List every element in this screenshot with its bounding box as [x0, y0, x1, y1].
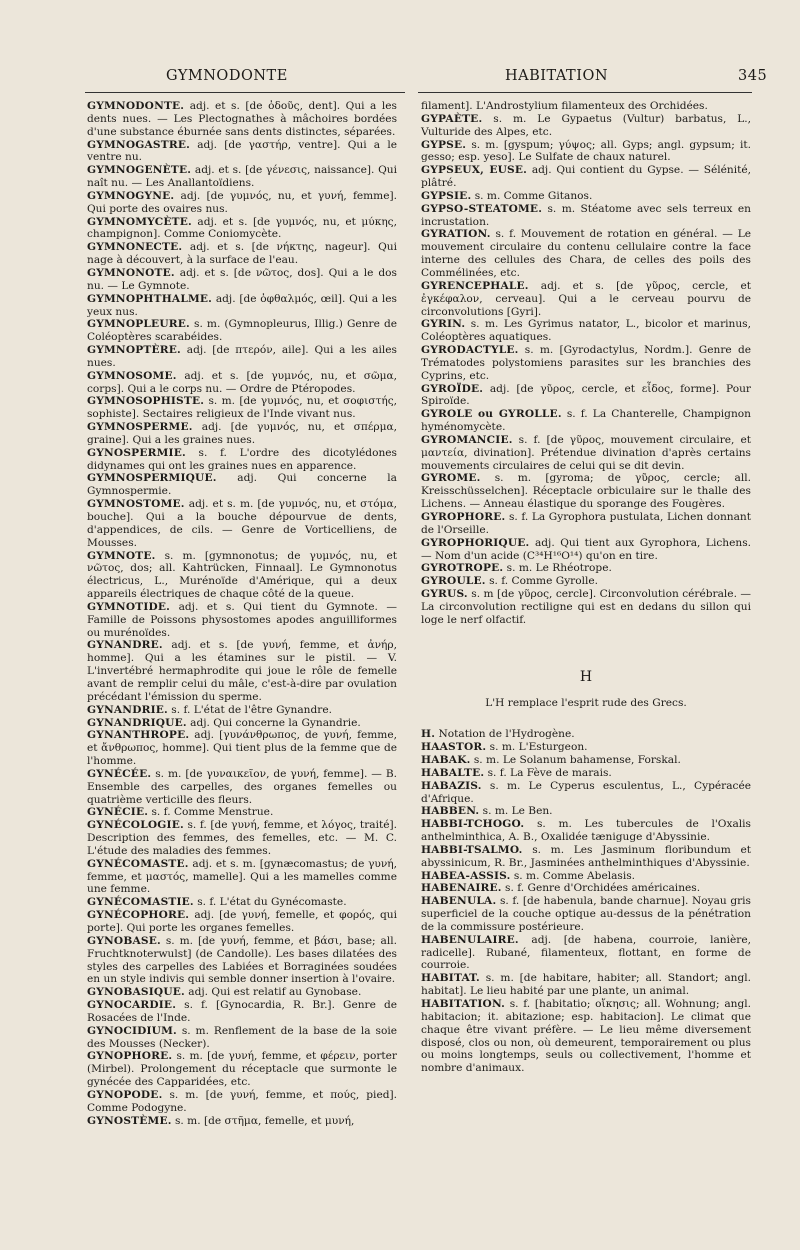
definition: s. m. Le Rhéotrope. [503, 562, 612, 575]
definition: adj. et s. [de νήκτης, nageur]. Qui nage à découvert, à la surface de l'eau. [87, 241, 397, 267]
dictionary-entry [421, 562, 751, 575]
dictionary-entry [87, 190, 397, 216]
definition: adj. [de ὀφθαλμός, œil]. Qui a les yeux nus. [87, 292, 397, 318]
definition: adj. [de γαστήρ, ventre]. Qui a le ventre nu. [87, 138, 397, 164]
headword: GYNOSPERMIE. [87, 446, 186, 459]
definition: s. m. [de γυναικεῖον, de γυνή, femme]. — B. Ensemble des carpelles, des organes femelles ou quatrième verticille des fleurs. [87, 767, 397, 806]
dictionary-entry [87, 986, 397, 999]
headword: GYROPHORE. [421, 511, 506, 523]
definition: adj. et s. [de γένεσις, naissance]. Qui naît nu. — Les Anallantoïdiens. [87, 164, 397, 190]
definition: adj. et s. [de γυνή, femme, et ἀνήρ, homme]. Qui a les étamines sur le pistil. — V. L'invertébré hermaphrodite qui joue le rôle de femelle avant de remplir celui du mâle, c'est-à-dire par ovulation précédant l'émission du sperme. [87, 639, 397, 703]
dictionary-entry [87, 1025, 397, 1051]
dictionary-entry [87, 216, 397, 242]
definition: s. m. Renflement de la base de la soie des Mousses (Necker). [87, 1024, 397, 1050]
dictionary-entry [87, 1115, 397, 1128]
headword: GYMNODONTE. [87, 100, 185, 112]
definition: s. m. Comme Gitanos. [471, 189, 593, 202]
definition: s. m. [de γυμνός, nu, et σοφιστής, sophiste]. Sectaires religieux de l'Inde vivant nus. [87, 395, 397, 421]
headword: GYROLE ou GYROLLE. [421, 408, 562, 421]
section-note: L'H remplace l'esprit rude des Grecs. [485, 697, 687, 710]
definition: adj. Qui concerne la Gymnospermie. [87, 472, 397, 498]
headword: GYPSEUX, EUSE. [421, 164, 528, 177]
definition: s. m. (Gymnopleurus, Illig.) Genre de Coléoptères scarabéides. [87, 318, 397, 344]
definition: s. f. [de γῦρος, mouvement circulaire, et μαντεία, divination]. Prétendue divination d'après certains mouvements circulaires de celui qui se dit devin. [421, 433, 751, 472]
dictionary-entry [421, 844, 751, 870]
headword: HABBI-TSALMO. [421, 843, 523, 856]
dictionary-entry [421, 139, 751, 165]
dictionary-entry [421, 434, 751, 473]
definition: s. m. [de στῆμα, femelle, et μυνή, [171, 1114, 355, 1127]
definition: adj. et s. [de γυμνός, nu, et σῶμα, corps]. Qui a le corps nu. — Ordre de Ptéropodes. [87, 369, 397, 395]
headword: GYMNOMYCÈTE. [87, 215, 192, 228]
left-column [87, 100, 397, 1128]
definition: adj. Qui concerne la Gynandrie. [186, 716, 361, 729]
headword: GYMNONOTE. [87, 266, 175, 279]
definition: s. f. La Fève de marais. [484, 766, 612, 779]
dictionary-entry [421, 318, 751, 344]
headword: H. [421, 728, 436, 741]
dictionary-entry [421, 575, 751, 588]
headword: GYMNOPHTHALME. [87, 292, 213, 305]
dictionary-entry [421, 882, 751, 895]
dictionary-entry [421, 972, 751, 998]
headword: GYNÉCOMASTE. [87, 857, 189, 870]
dictionary-entry [421, 767, 751, 780]
headword: GYNÉCOLOGIE. [87, 819, 184, 832]
headword: GYMNOGYNE. [87, 189, 175, 202]
headword: HABAZIS. [421, 779, 482, 792]
definition: s. m. [gyspum; γύψος; all. Gyps; angl. gypsum; it. gesso; esp. yeso]. Le Sulfate de chaux naturel. [421, 138, 751, 164]
definition: adj. et s. [de γυμνός, nu, et μύκης, champignon]. Comme Coniomycète. [87, 215, 397, 241]
dictionary-entry [421, 190, 751, 203]
definition: adj. et s. [de νῶτος, dos]. Qui a le dos nu. — Le Gymnote. [87, 266, 397, 292]
definition: s. m. Les Gyrimus natator, L., bicolor et marinus, Coléoptères aquatiques. [421, 318, 751, 344]
definition: s. f. [habitatio; οἴκησις; all. Wohnung; angl. habitacion; it. abitazione; esp. habitacion]. Le climat que chaque être vivant préfère. — Le lieu même diversement disposé, clos ou non, où demeurent, temporairement ou plus ou moins longtemps, seuls ou collectivement, l'homme et nombre d'animaux. [421, 998, 751, 1075]
headword: GYMNOTE. [87, 549, 156, 562]
definition: s. m [de γῦρος, cercle]. Circonvolution cérébrale. — La circonvolution rectiligne qui est en dedans du sillon qui loge le nerf olfactif. [421, 588, 751, 626]
definition: s. f. [de γυνή, femme, et λόγος, traité]. Description des femmes, des femelles, etc. — M. C. L'étude des maladies des femmes. [87, 819, 397, 857]
headword: GYNOCARDIE. [87, 999, 177, 1012]
dictionary-entry [87, 999, 397, 1025]
dictionary-entry [87, 909, 397, 935]
headword: GYNOPODE. [87, 1088, 163, 1101]
definition: s. m. Comme Abelasis. [510, 869, 636, 882]
definition: s. f. [de habenula, bande charnue]. Noyau gris superficiel de la couche optique au-dessus de la pénétration de la commissure postérieure. [421, 895, 751, 933]
dictionary-entry [87, 896, 397, 909]
headword: GYMNOPTÈRE. [87, 344, 181, 357]
definition: adj. [de γυνή, femelle, et φορός, qui porte]. Qui porte les organes femelles. [87, 909, 397, 934]
headword: GYRODACTYLE. [421, 344, 519, 357]
dictionary-entry [87, 370, 397, 396]
headword: GYNOBASIQUE. [87, 986, 185, 999]
definition: s. m. Stéatome avec sels terreux en incrustation. [421, 202, 751, 228]
dictionary-entry [87, 139, 397, 165]
headword: HABAK. [421, 753, 471, 766]
headword: HABBEN. [421, 805, 480, 818]
definition: s. f. L'état de l'être Gynandre. [167, 703, 332, 716]
dictionary-entry [87, 729, 397, 768]
dictionary-entry [87, 806, 397, 819]
dictionary-entry [421, 818, 751, 844]
headword: HABBI-TCHOGO. [421, 818, 525, 831]
headword: GYROÏDE. [421, 382, 484, 395]
headword: GYPSIE. [421, 189, 472, 202]
dictionary-entry [421, 805, 751, 818]
dictionary-entry [87, 768, 397, 807]
dictionary-entry [87, 717, 397, 730]
dictionary-entry [421, 998, 751, 1075]
headword: GYNANDRIQUE. [87, 716, 187, 729]
definition: s. m. Le Ben. [479, 805, 553, 818]
definition: s. f. Genre d'Orchidées américaines. [501, 882, 701, 895]
headword: GYMNOSOME. [87, 369, 177, 382]
dictionary-entry [421, 344, 751, 383]
h-entries [421, 728, 751, 1075]
definition: adj. Qui tient aux Gyrophora, Lichens. — Nom d'un acide (C³⁴H¹⁶O¹⁴) qu'on en tire. [421, 536, 751, 562]
dictionary-entry [421, 100, 751, 113]
definition: adj. [de πτερόν, aile]. Qui a les ailes nues. [87, 344, 397, 369]
definition: adj. Qui est relatif au Gynobase. [184, 986, 362, 999]
dictionary-entry [87, 819, 397, 858]
dictionary-entry [421, 383, 751, 409]
dictionary-entry [421, 472, 751, 511]
headword: GYROME. [421, 472, 481, 485]
definition: s. m. Le Solanum bahamense, Forskal. [470, 753, 681, 766]
headword: GYNOBASE. [87, 934, 161, 947]
dictionary-entry [87, 639, 397, 703]
running-head-right: HABITATION [505, 68, 609, 84]
dictionary-entry [421, 511, 751, 537]
definition: s. m. L'Esturgeon. [486, 741, 588, 754]
headword: GYNÉCOMASTIE. [87, 896, 194, 909]
dictionary-entry [421, 588, 751, 627]
dictionary-entry [87, 164, 397, 190]
definition: s. m. [Gyrodactylus, Nordm.]. Genre de Trématodes polystomiens parasites sur les branchies des Cyprins, etc. [421, 344, 751, 382]
dictionary-entry [421, 164, 751, 190]
headword: HABITAT. [421, 972, 480, 985]
definition: s. f. L'ordre des dicotylédones didynames qui ont les graines nues en apparence. [87, 446, 397, 472]
headword: GYMNOTIDE. [87, 600, 171, 613]
definition: s. f. La Chanterelle, Champignon hyménomycète. [421, 408, 751, 434]
definition: s. m. [gymnonotus; de γυμνός, nu, et νῶτος, dos; all. Kahtrücken, Finnaal]. Le Gymnonotus électricus, L., Murénoïde d'Amérique, qui a deux appareils électriques de chaque côté de la queue. [87, 549, 397, 601]
headword: GYMNONECTE. [87, 241, 183, 254]
headword: GYPSE. [421, 138, 467, 151]
dictionary-entry [87, 344, 397, 370]
headword: GYNOSTÈME. [87, 1114, 172, 1127]
dictionary-entry [421, 741, 751, 754]
dictionary-entry [87, 293, 397, 319]
dictionary-entry [87, 472, 397, 498]
definition: s. m. Les Jasminum floribundum et abyssinicum, R. Br., Jasminées anthelminthiques d'Abyssinie. [421, 843, 751, 869]
dictionary-entry [421, 754, 751, 767]
definition: s. f. Comme Gyrolle. [485, 575, 599, 588]
dictionary-entry [87, 550, 397, 601]
definition: Notation de l'Hydrogène. [435, 728, 575, 741]
right-column [421, 100, 751, 1075]
header-rule-left [85, 92, 405, 93]
dictionary-entry [421, 780, 751, 806]
definition: adj. [de habena, courroie, lanière, radicelle]. Rubané, filamenteux, flottant, en forme de courroie. [421, 933, 751, 972]
headword: GYNOPHORE. [87, 1050, 173, 1063]
headword: GYNÉCIE. [87, 806, 149, 819]
definition: s. m. Le Cyperus esculentus, L., Cypéracée d'Afrique. [421, 779, 751, 805]
definition: adj. Qui contient du Gypse. — Sélénité, plâtré. [421, 164, 751, 190]
dictionary-entry [87, 395, 397, 421]
headword: HABALTE. [421, 766, 485, 779]
dictionary-entry [421, 870, 751, 883]
dictionary-entry [87, 421, 397, 447]
header-rule-right [418, 92, 752, 93]
running-head-left: GYMNODONTE [166, 68, 288, 84]
headword: GYMNOSOPHISTE. [87, 395, 205, 408]
headword: HABITATION. [421, 998, 506, 1010]
headword: GYMNOSPERME. [87, 421, 193, 434]
headword: GYMNOSTOME. [87, 498, 185, 511]
headword: GYNANTHROPE. [87, 729, 190, 742]
section-letter-h: H [579, 668, 593, 685]
dictionary-entry [87, 704, 397, 717]
definition: s. m. [de γυνή, femme, et φέρειν, porter (Mirbel). Prolongement du réceptacle que surmonte le gynécée des Capparidées, etc. [87, 1050, 397, 1089]
dictionary-entry [421, 934, 751, 973]
dictionary-entry [421, 408, 751, 434]
dictionary-entry [87, 1089, 397, 1115]
definition: adj. et s. [de γῦρος, cercle, et ἐγκέφαλον, cerveau]. Qui a le cerveau pourvu de circonvolutions [Gyri]. [421, 279, 751, 318]
headword: GYRUS. [421, 588, 468, 601]
dictionary-entry [421, 280, 751, 319]
definition: adj. [de γυμνός, nu, et σπέρμα, graine]. Qui a les graines nues. [87, 421, 397, 446]
definition: adj. et s. m. [de γυμνός, nu, et στόμα, bouche]. Qui a la bouche dépourvue de dents, d'appendices, de cils. — Genre de Vorticelliens, de Mousses. [87, 498, 397, 549]
headword: GYMNOPLEURE. [87, 318, 190, 331]
headword: GYMNOSPERMIQUE. [87, 472, 217, 485]
headword: GYROMANCIE. [421, 433, 513, 446]
headword: HABENULAIRE. [421, 933, 519, 946]
dictionary-entry [421, 728, 751, 741]
dictionary-entry [87, 267, 397, 293]
definition: s. m. Le Gypaetus (Vultur) barbatus, L., Vulturide des Alpes, etc. [421, 112, 751, 138]
dictionary-entry [87, 100, 397, 139]
g-entries [421, 100, 751, 627]
headword: GYRENCEPHALE. [421, 279, 529, 292]
dictionary-entry [421, 113, 751, 139]
dictionary-entry [87, 447, 397, 473]
headword: GYNANDRIE. [87, 703, 168, 716]
dictionary-entry [421, 203, 751, 229]
definition: s. m. [de habitare, habiter; all. Standort; angl. habitat]. Le lieu habité par une plante, un animal. [421, 972, 751, 998]
headword: GYNÉCOPHORE. [87, 909, 190, 922]
definition: adj. [de γυμνός, nu, et γυνή, femme]. Qui porte des ovaires nus. [87, 189, 397, 215]
headword: HABEA-ASSIS. [421, 869, 511, 882]
definition: s. f. Mouvement de rotation en général. — Le mouvement circulaire du contenu cellulaire contre la face interne des cellules des Chara, de celles des poils des Commélinées, etc. [421, 228, 751, 279]
dictionary-entry [87, 241, 397, 267]
dictionary-entry [421, 537, 751, 563]
dictionary-entry [87, 601, 397, 640]
headword: GYROTROPE. [421, 562, 504, 575]
definition: adj. et s. [de ὀδοῦς, dent]. Qui a les dents nues. — Les Plectognathes à mâchoires bordées d'une substance éburnée sans dents distinctes, séparées. [87, 100, 397, 138]
headword: GYROPHORIQUE. [421, 536, 530, 549]
definition: s. m. Les tubercules de l'Oxalis anthelminthica, A. B., Oxalidée tæniguge d'Abyssinie. [421, 818, 751, 844]
headword: GYPSO-STEATOME. [421, 202, 543, 215]
headword: GYNÉCÉE. [87, 767, 152, 780]
page-number: 345 [738, 68, 768, 84]
headword: GYRATION. [421, 228, 491, 241]
headword: GYRIN. [421, 318, 466, 331]
definition: s. f. Comme Menstrue. [148, 806, 274, 819]
dictionary-entry [87, 935, 397, 986]
headword: GYMNOGASTRE. [87, 138, 191, 151]
dictionary-entry [421, 895, 751, 934]
definition: s. f. [Gynocardia, R. Br.]. Genre de Rosacées de l'Inde. [87, 999, 397, 1024]
headword: GYNOCIDIUM. [87, 1024, 177, 1037]
dictionary-entry [421, 228, 751, 279]
definition: adj. [γυνάνθρωπος, de γυνή, femme, et ἄνθρωπος, homme]. Qui tient plus de la femme que de l'homme. [87, 729, 397, 768]
dictionary-entry [87, 318, 397, 344]
definition: adj. et s. m. [gynæcomastus; de γυνή, femme, et μαστός, mamelle]. Qui a les mamelles comme une femme. [87, 857, 397, 896]
headword: GYMNOGENÈTE. [87, 164, 192, 177]
definition: filament]. L'Androstylium filamenteux des Orchidées. [421, 100, 708, 112]
headword: GYNANDRE. [87, 639, 163, 652]
headword: HABENULA. [421, 895, 497, 908]
definition: s. m. [gyroma; de γῦρος, cercle; all. Kreisschüsselchen]. Réceptacle orbiculaire sur le thalle des Lichens. — Anneau élastique du sporange des Fougères. [421, 472, 751, 511]
definition: adj. [de γῦρος, cercle, et εἶδος, forme]. Pour Spiroïde. [421, 382, 751, 408]
headword: GYPAÈTE. [421, 112, 483, 125]
dictionary-entry [87, 498, 397, 549]
definition: s. m. [de γυνή, femme, et πούς, pied]. Comme Podogyne. [87, 1088, 397, 1114]
definition: s. f. La Gyrophora pustulata, Lichen donnant de l'Orseille. [421, 511, 751, 536]
headword: HAASTOR. [421, 741, 487, 754]
definition: s. m. [de γυνή, femme, et βάσι, base; all. Fruchtknoterwulst] (de Candolle). Les bases dilatées des styles des carpelles des Labiées et Borraginées soudées en un style indivis qui semble donner insertion à l'ovaire. [87, 934, 397, 986]
headword: HABENAIRE. [421, 882, 502, 895]
dictionary-entry [87, 858, 397, 897]
definition: adj. et s. Qui tient du Gymnote. — Famille de Poissons physostomes apodes anguilliformes ou murénoïdes. [87, 600, 397, 639]
definition: s. f. L'état du Gynécomaste. [193, 896, 347, 909]
headword: GYROULE. [421, 575, 486, 588]
dictionary-entry [87, 1050, 397, 1089]
